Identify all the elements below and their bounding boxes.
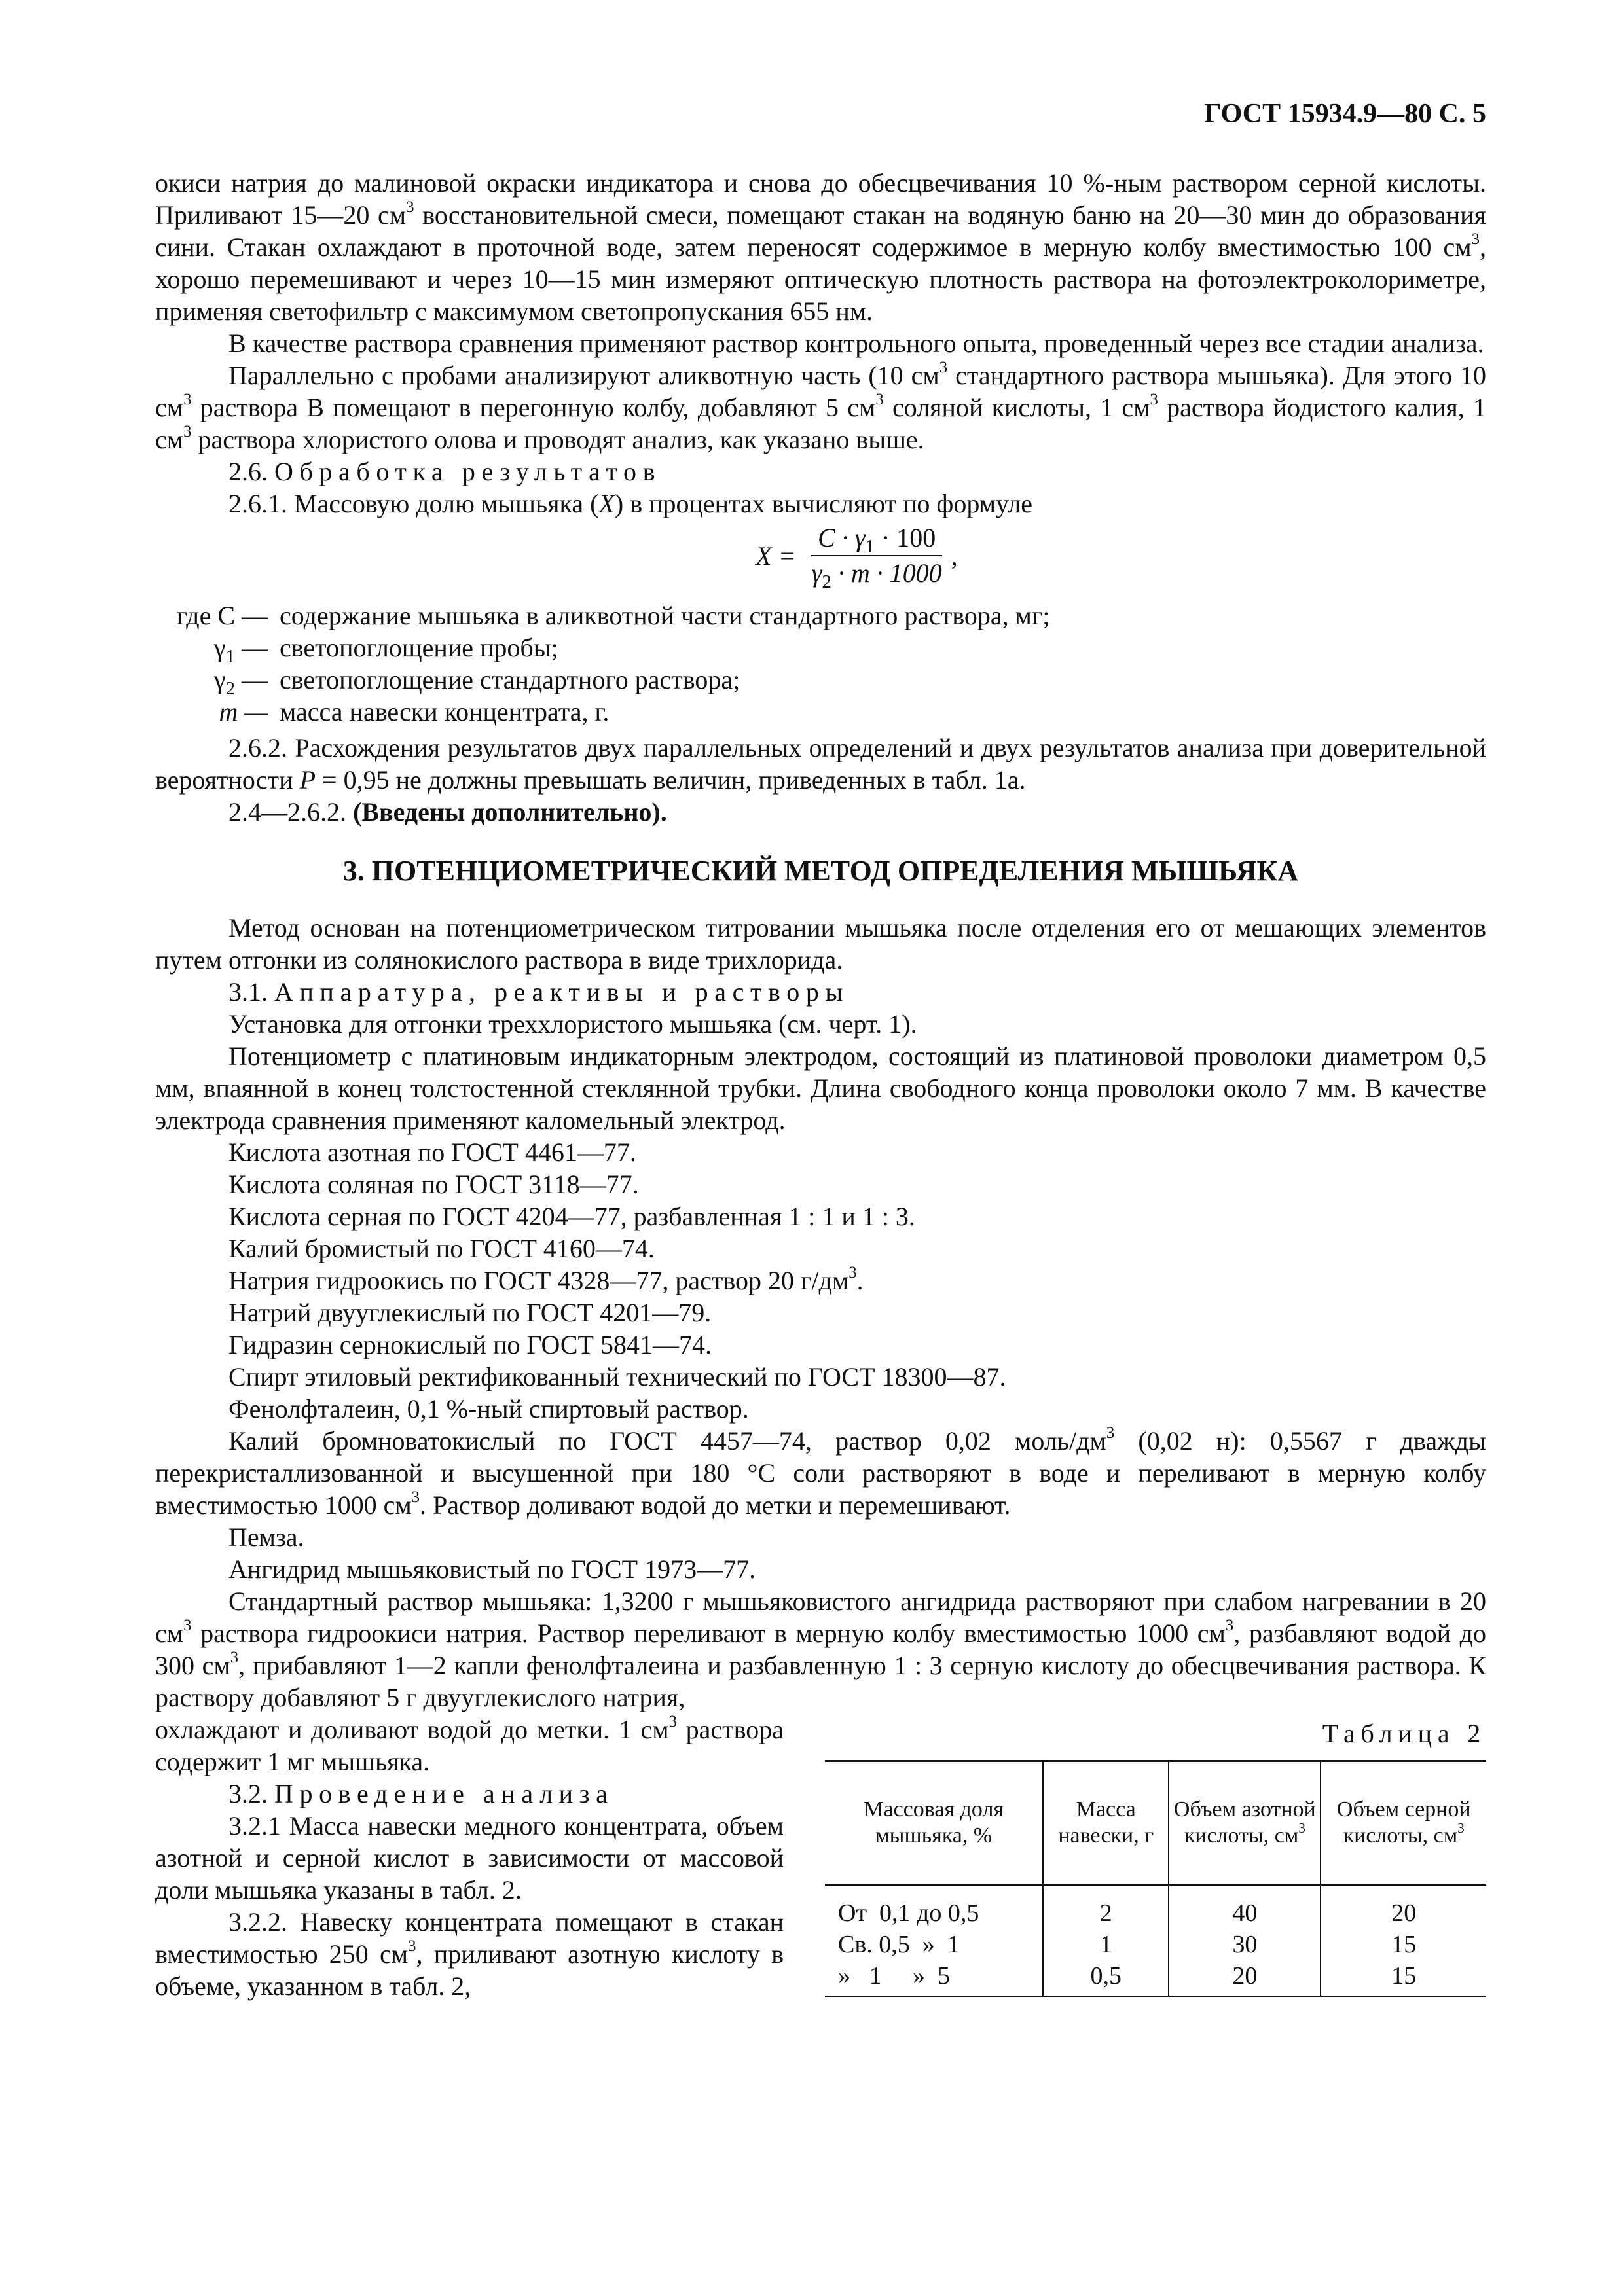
- reagent-item: Калий бромистый по ГОСТ 4160—74.: [228, 1234, 655, 1263]
- left-column: [155, 1713, 784, 2002]
- reagent-item: Кислота серная по ГОСТ 4204—77, разбавленная 1 : 1 и 1 : 3.: [228, 1202, 915, 1231]
- formula-legend: [155, 600, 1486, 728]
- table-cell: От 0,1 до 0,5: [838, 1899, 979, 1927]
- table-header-cell: Масса навески, г: [1043, 1761, 1169, 1885]
- paragraph-potentiometer: Потенциометр с платиновым индикаторным электродом, состоящий из платиновой проволоки диаметром 0,5 мм, впаянной в конец толстостенной стеклянной трубки. Длина свободного конца проволоки около 7 мм. В качестве электрода сравнения применяют каломельный электрод.: [155, 1041, 1486, 1135]
- table-2-caption: Таблица 2: [1322, 1719, 1486, 1748]
- reagent-item: Калий бромноватокислый по ГОСТ 4457—74, раствор 0,02 моль/$дм^3$ (0,02 н): 0,5567 г дважды перекристаллизованной и высушенной при 180 °С соли растворяют в воде и переливают в мерную колбу вместимостью 1000 $см^3$. Раствор доливают водой до метки и перемешивают.: [155, 1424, 1486, 1520]
- table-cell: 40: [1169, 1885, 1321, 1929]
- subsection-2-6-title: 2.6. Обработка результатов: [228, 457, 662, 486]
- table-header-row: [825, 1761, 1486, 1885]
- table-cell: 15: [1321, 1960, 1486, 1996]
- right-column: [825, 1713, 1486, 1997]
- table-cell: » 1 » 5: [825, 1960, 1043, 1996]
- formula-numerator: $C \cdot \gamma_1 \cdot 100$: [811, 524, 942, 556]
- legend-row: где C — содержание мышьяка в аликвотной части стандартного раствора, мг;: [176, 601, 1050, 630]
- reagent-item: Спирт этиловый ректификованный технический по ГОСТ 18300—87.: [228, 1362, 1006, 1391]
- table-header-cell: Массовая доля мышьяка, %: [825, 1761, 1043, 1885]
- table-cell: 2: [1043, 1885, 1169, 1929]
- table-cell: 15: [1321, 1929, 1486, 1960]
- formula-fraction: [805, 523, 949, 593]
- paragraph-method: Метод основан на потенциометрическом титровании мышьяка после отделения его от мешающих элементов путем отгонки из солянокислого раствора в виде трихлорида.: [155, 913, 1486, 975]
- reagent-item: Натрий двууглекислый по ГОСТ 4201—79.: [228, 1298, 712, 1327]
- paragraph-added-note: 2.4—2.6.2. (Введены дополнительно).: [228, 797, 667, 827]
- subsection-3-1-title: 3.1. Аппаратура, реактивы и растворы: [228, 977, 849, 1007]
- paragraph-reduction: окиси натрия до малиновой окраски индикатора и снова до обесцвечивания 10 %-ным раствором серной кислоты. Приливают 15—20 $см^3$ восстановительной смеси, помещают стакан на водяную баню на 20—30 мин до образования сини. Стакан охлаждают в проточной воде, затем переносят содержимое в мерную колбу вместимостью 100 $см^3$, хорошо перемешивают и через 10—15 мин измеряют оптическую плотность раствора на фотоэлектроколориметре, применяя светофильтр с максимумом светопропускания 655 нм.: [155, 168, 1486, 326]
- table-cell: 1: [1043, 1929, 1169, 1960]
- reagent-item: Натрия гидроокись по ГОСТ 4328—77, раствор 20 $г/дм^3$.: [228, 1264, 864, 1295]
- section-3-title: 3. ПОТЕНЦИОМЕТРИЧЕСКИЙ МЕТОД ОПРЕДЕЛЕНИЯ МЫШЬЯКА: [342, 855, 1299, 887]
- table-cell: 0,5: [1043, 1960, 1169, 1996]
- table-cell: 20: [1169, 1960, 1321, 1996]
- table-row: [825, 1885, 1486, 1929]
- formula-denominator: $\gamma_2 \cdot m \cdot 1000$: [811, 558, 942, 593]
- reagent-item: Кислота соляная по ГОСТ 3118—77.: [228, 1170, 639, 1199]
- paragraph-standard-solution-cont: охлаждают и доливают водой до метки. 1 $см^3$ раствора содержит 1 мг мышьяка.: [155, 1713, 784, 1776]
- formula-lhs: X =: [756, 541, 796, 571]
- paragraph-apparatus: Установка для отгонки треххлористого мышьяка (см. черт. 1).: [228, 1009, 917, 1039]
- paragraph-2-6-2: 2.6.2. Расхождения результатов двух параллельных определений и двух результатов анализа при доверительной вероятности P = 0,95 не должны превышать величин, приведенных в табл. 1а.: [155, 733, 1486, 795]
- legend-row: $\gamma_2$ — светопоглощение стандартного раствора;: [213, 665, 740, 700]
- table-cell: Св. 0,5 » 1: [838, 1931, 960, 1958]
- table-cell: 20: [1321, 1885, 1486, 1929]
- reagent-item: Гидразин сернокислый по ГОСТ 5841—74.: [228, 1330, 712, 1359]
- table-header-cell: Объем азотной кислоты, $см^3$: [1169, 1761, 1321, 1885]
- table-header-cell: Объем серной кислоты, $см^3$: [1321, 1761, 1486, 1885]
- paragraph-3-2-2: 3.2.2. Навеску концентрата помещают в стакан вместимостью 250 $см^3$, приливают азотную кислоту в объеме, указанном в табл. 2,: [155, 1907, 784, 2001]
- formula-mass-fraction: X = $\frac{C \cdot \gamma_1 \cdot 100}{\gamma_2 \cdot m \cdot 1000}$ ,: [756, 523, 958, 593]
- subsection-3-2-title: 3.2. Проведение анализа: [228, 1779, 614, 1808]
- table-row: [825, 1960, 1486, 1996]
- page-header: ГОСТ 15934.9—80 С. 5: [1203, 99, 1486, 129]
- reagent-item: Ангидрид мышьяковистый по ГОСТ 1973—77.: [228, 1554, 756, 1584]
- document-page: [155, 98, 1486, 2002]
- paragraph-aliquot: Параллельно с пробами анализируют аликвотную часть (10 $см^3$ стандартного раствора мышьяка). Для этого 10 $см^3$ раствора В помещают в перегонную колбу, добавляют 5 $см^3$ соляной кислоты, 1 $см^3$ раствора йодистого калия, 1 $см^3$ раствора хлористого олова и проводят анализ, как указано выше.: [155, 359, 1487, 454]
- paragraph-3-2-1: 3.2.1 Масса навески медного концентрата, объем азотной и серной кислот в зависимости от массовой доли мышьяка указаны в табл. 2.: [155, 1811, 784, 1905]
- legend-row: $\gamma_1$ — светопоглощение пробы;: [213, 633, 558, 668]
- table-2: [825, 1760, 1486, 1997]
- paragraph-standard-solution: Стандартный раствор мышьяка: 1,3200 г мышьяковистого ангидрида растворяют при слабом нагревании в 20 $см^3$ раствора гидроокиси натрия. Раствор переливают в мерную колбу вместимостью 1000 $см^3$, разбавляют водой до 300 $см^3$, прибавляют 1—2 капли фенолфталеина и разбавленную 1 : 3 серную кислоту до обесцвечивания раствора. К раствору добавляют 5 г двууглекислого натрия,: [155, 1587, 1486, 1712]
- reagent-item: Кислота азотная по ГОСТ 4461—77.: [228, 1138, 636, 1167]
- reagent-item: Фенолфталеин, 0,1 %-ный спиртовый раствор.: [228, 1394, 749, 1424]
- paragraph-2-6-1: 2.6.1. Массовую долю мышьяка (X) в процентах вычисляют по формуле: [228, 489, 1032, 518]
- table-row: [825, 1929, 1486, 1960]
- reagent-item: Пемза.: [228, 1522, 304, 1552]
- paragraph-reference-solution: В качестве раствора сравнения применяют раствор контрольного опыта, проведенный через все стадии анализа.: [228, 329, 1484, 358]
- legend-row: m — масса навески концентрата, г.: [219, 697, 610, 726]
- two-column-block: [155, 1713, 1486, 2002]
- table-cell: 30: [1169, 1929, 1321, 1960]
